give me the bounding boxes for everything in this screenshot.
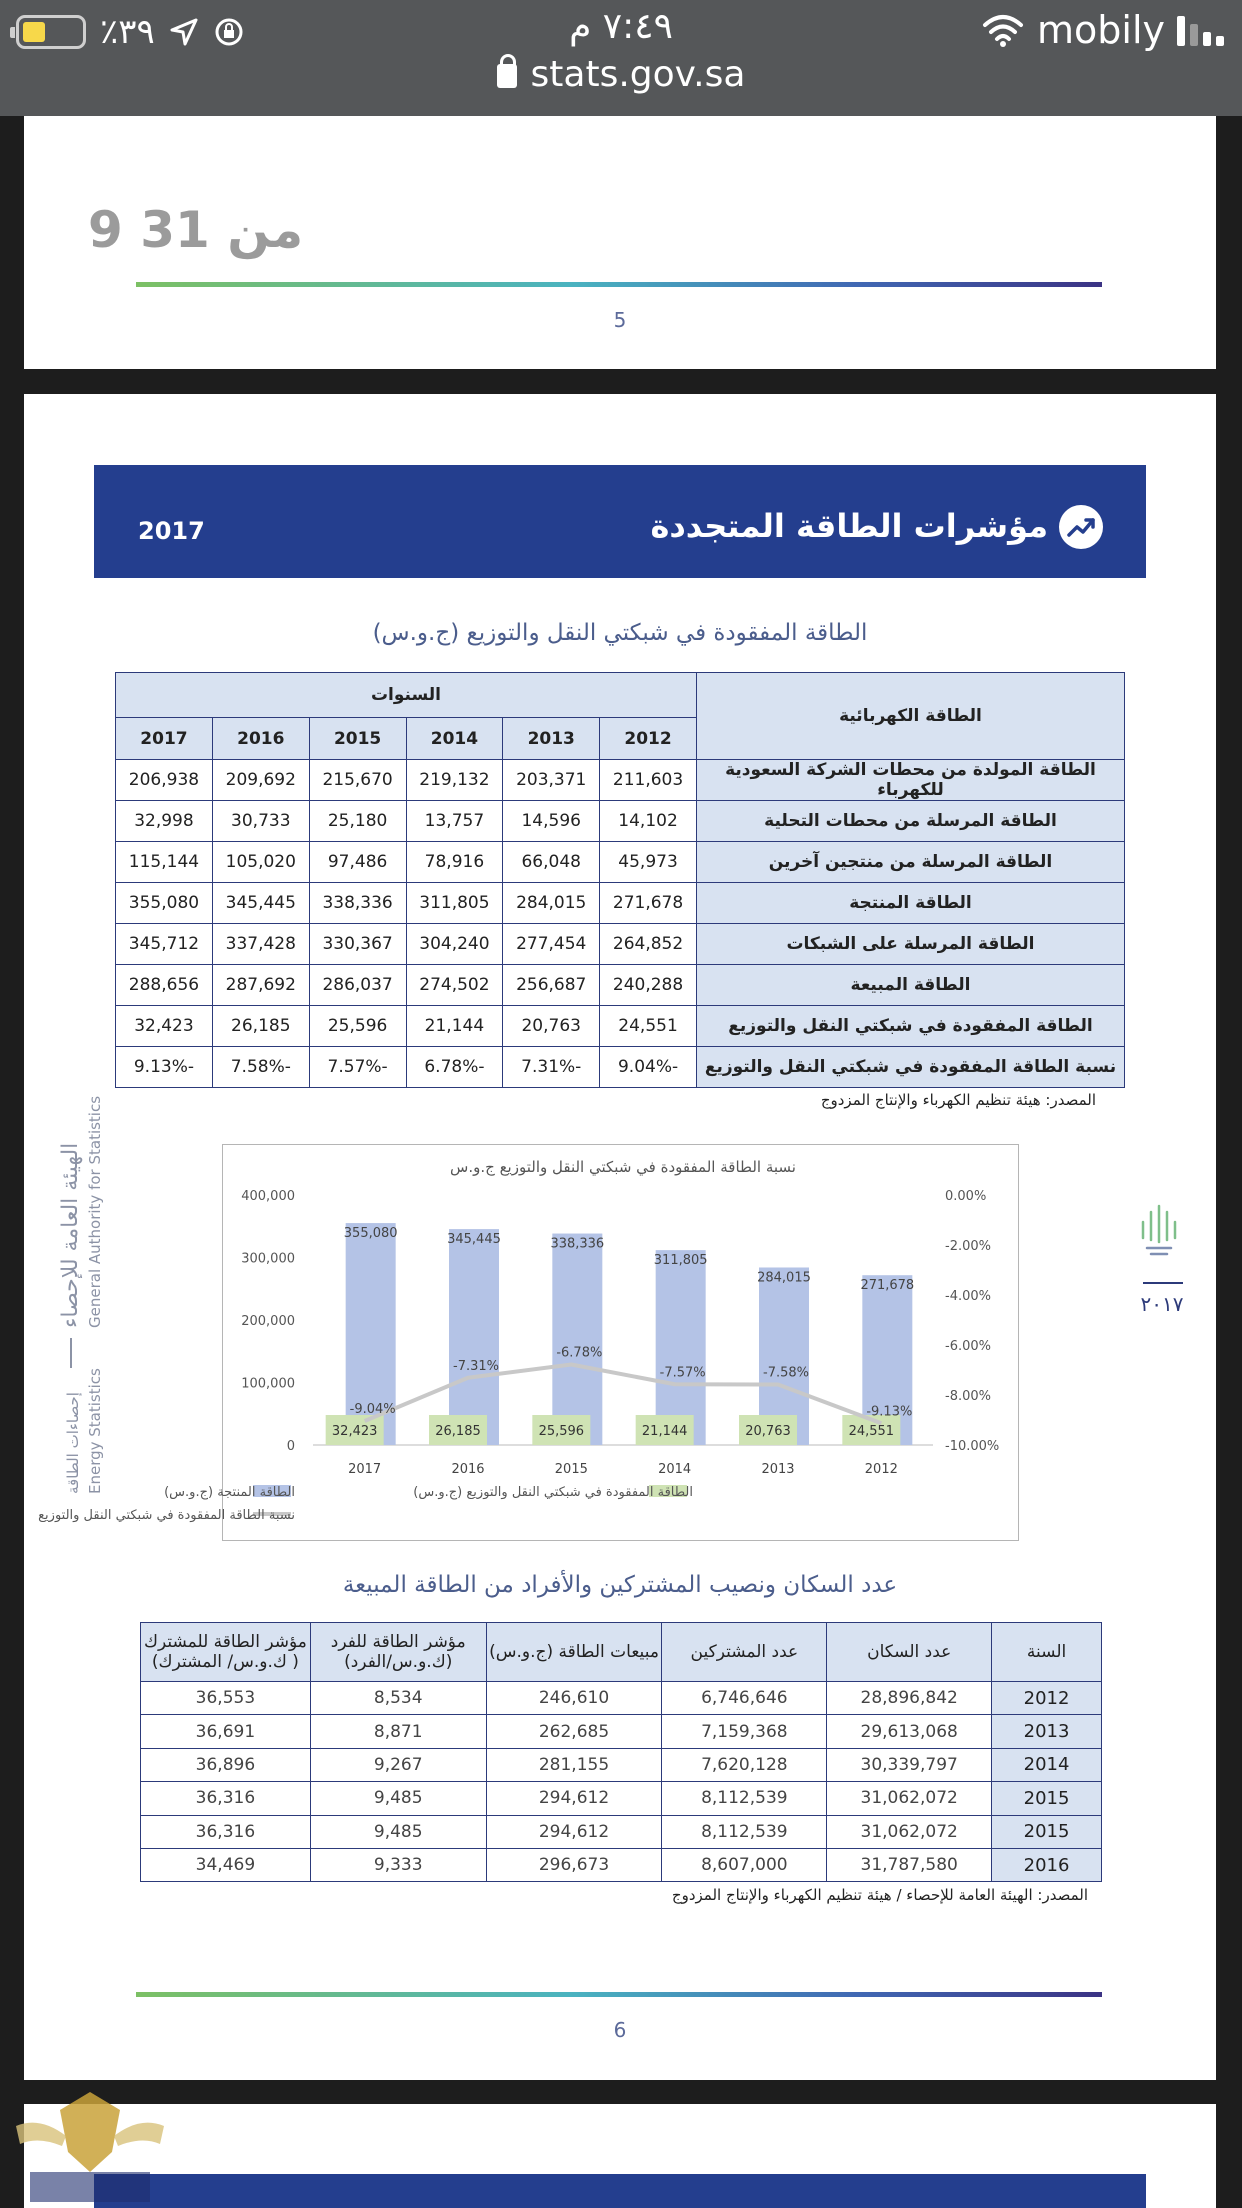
table2-row: [141, 1748, 1102, 1781]
table2-year-cell: 2014: [992, 1748, 1102, 1781]
year-header: 2013: [503, 718, 600, 760]
table2-cell: 36,691: [141, 1715, 311, 1748]
loss-percent-label: -7.31%: [453, 1358, 499, 1374]
table1-cell: 14,102: [600, 801, 697, 842]
produced-energy-label: 345,445: [447, 1232, 501, 1248]
table1-cell: 14,596: [503, 801, 600, 842]
table1-cell: 287,692: [212, 965, 309, 1006]
table2-cell: 9,485: [310, 1782, 486, 1815]
pdf-page-next: [24, 2104, 1216, 2208]
years-header: السنوات: [116, 673, 697, 718]
table2-cell: 6,746,646: [662, 1682, 827, 1715]
y-left-tick-label: 100,000: [241, 1376, 295, 1392]
row-label: الطاقة المولدة من محطات الشركة السعودية للكهرباء: [696, 760, 1124, 801]
table2-cell: 8,112,539: [662, 1782, 827, 1815]
signal-icon: [1177, 14, 1224, 46]
table1-cell: 66,048: [503, 842, 600, 883]
table2-cell: 8,112,539: [662, 1815, 827, 1848]
table1-cell: 338,336: [309, 883, 406, 924]
table2-cell: 36,896: [141, 1748, 311, 1781]
lost-energy-label: 24,551: [848, 1424, 895, 1439]
y-right-tick-label: -2.00%: [945, 1239, 991, 1254]
table2-source: المصدر: الهيئة العامة للإحصاء / هيئة تنظيم الكهرباء والإنتاج المزدوج: [671, 1886, 1088, 1904]
table2-header: عدد السكان: [827, 1623, 992, 1682]
lost-energy-label: 26,185: [435, 1424, 481, 1439]
produced-energy-label: 355,080: [343, 1226, 398, 1242]
address-bar[interactable]: [0, 54, 1242, 95]
pdf-page: [24, 394, 1216, 2080]
forum-watermark-logo: [10, 2086, 170, 2206]
y-left-tick-label: 400,000: [241, 1189, 295, 1204]
table1-cell: 330,367: [309, 924, 406, 965]
table2-cell: 30,339,797: [827, 1748, 992, 1781]
table1-cell: 337,428: [212, 924, 309, 965]
y-left-tick-label: 200,000: [241, 1314, 295, 1329]
loss-percent-label: -9.04%: [349, 1402, 396, 1417]
trend-up-icon: [1059, 505, 1103, 549]
table2-header: مبيعات الطاقة (ج.و.س): [486, 1623, 662, 1682]
table1-row: [116, 801, 1125, 842]
table1-cell: 78,916: [406, 842, 503, 883]
table1-cell: 30,733: [212, 801, 309, 842]
row-label: الطاقة المفقودة في شبكتي النقل والتوزيع: [696, 1006, 1124, 1047]
side-english-section: Energy Statistics: [86, 1368, 104, 1494]
table1-cell: -7.58%: [212, 1047, 309, 1088]
side-english-org: General Authority for Statistics: [86, 1095, 104, 1328]
table2-cell: 34,469: [141, 1848, 311, 1881]
vision-logo-icon: [1137, 1202, 1181, 1266]
table2-cell: 262,685: [486, 1715, 662, 1748]
year-header: 2016: [212, 718, 309, 760]
wifi-icon: [981, 13, 1025, 47]
next-banner: [94, 2174, 1146, 2208]
y-left-tick-label: 0: [286, 1439, 295, 1454]
table2-year-cell: 2013: [992, 1715, 1102, 1748]
y-right-tick-label: -10.00%: [945, 1439, 1000, 1454]
page-counter: 9 من 31: [88, 201, 304, 259]
produced-energy-label: 271,678: [860, 1278, 915, 1294]
table2-header: مؤشر الطاقة للمشترك ( ك.و.س/ المشترك): [141, 1623, 311, 1682]
lost-energy-label: 21,144: [641, 1424, 688, 1439]
table1-cell: 271,678: [600, 883, 697, 924]
table2-row: [141, 1682, 1102, 1715]
table1-cell: 115,144: [116, 842, 213, 883]
y-left-tick-label: 300,000: [241, 1251, 295, 1267]
table1-cell: 209,692: [212, 760, 309, 801]
carrier-name: mobily: [1037, 8, 1165, 52]
url-text: stats.gov.sa: [530, 54, 746, 95]
table2-cell: 246,610: [486, 1682, 662, 1715]
table2-cell: 294,612: [486, 1815, 662, 1848]
table1-row: [116, 760, 1125, 801]
table1-cell: 211,603: [600, 760, 697, 801]
table1-cell: 206,938: [116, 760, 213, 801]
table1-cell: 240,288: [600, 965, 697, 1006]
loss-percent-label: -7.58%: [763, 1365, 809, 1381]
table2-cell: 29,613,068: [827, 1715, 992, 1748]
lost-energy-label: 32,423: [331, 1424, 378, 1439]
legend-label-lost: الطاقة المفقودة في شبكتي النقل والتوزيع (ج.و.س): [413, 1485, 693, 1500]
table2-cell: 9,267: [310, 1748, 486, 1781]
legend-label-percent: نسبة الطاقة المفقودة في شبكتي النقل والتوزيع: [38, 1508, 295, 1523]
table2-cell: 31,062,072: [827, 1782, 992, 1815]
x-tick-label: 2013: [761, 1462, 795, 1477]
gradient-rule: [136, 282, 1102, 287]
table1-cell: 345,445: [212, 883, 309, 924]
y-right-tick-label: 0.00%: [945, 1189, 987, 1204]
side-branding: [58, 1095, 118, 1494]
produced-energy-bar: [550, 1234, 605, 1445]
table1-row: [116, 1006, 1125, 1047]
table1-cell: 32,998: [116, 801, 213, 842]
table1-row: [116, 965, 1125, 1006]
table2-cell: 28,896,842: [827, 1682, 992, 1715]
table1-row: [116, 883, 1125, 924]
row-label: الطاقة المرسلة من منتجين آخرين: [696, 842, 1124, 883]
chart-title: نسبة الطاقة المفقودة في شبكتي النقل والتوزيع ج.و.س: [450, 1158, 796, 1176]
y-right-tick-label: -4.00%: [945, 1289, 991, 1304]
table2-cell: 36,553: [141, 1682, 311, 1715]
table2-year-cell: 2015: [992, 1782, 1102, 1815]
table1-cell: 345,712: [116, 924, 213, 965]
table1-cell: -7.31%: [503, 1047, 600, 1088]
loss-percent-label: -9.13%: [866, 1404, 913, 1420]
table1-title: الطاقة المفقودة في شبكتي النقل والتوزيع (ج.و.س): [372, 620, 868, 646]
y-right-tick-label: -6.00%: [945, 1339, 991, 1354]
row-label: الطاقة المرسلة على الشبكات: [696, 924, 1124, 965]
table1-cell: 26,185: [212, 1006, 309, 1047]
table1-cell: 277,454: [503, 924, 600, 965]
year-header: 2014: [406, 718, 503, 760]
table2-cell: 8,607,000: [662, 1848, 827, 1881]
table1-cell: 256,687: [503, 965, 600, 1006]
table2-cell: 296,673: [486, 1848, 662, 1881]
table1-cell: 24,551: [600, 1006, 697, 1047]
table1-source: المصدر: هيئة تنظيم الكهرباء والإنتاج المزدوج: [820, 1091, 1096, 1109]
table2-cell: 9,333: [310, 1848, 486, 1881]
row-label: الطاقة المنتجة: [696, 883, 1124, 924]
page-number: 5: [613, 308, 627, 332]
side-line: [1143, 1282, 1183, 1284]
table1-cell: 355,080: [116, 883, 213, 924]
table2-body: [141, 1682, 1102, 1882]
table2-row: [141, 1782, 1102, 1815]
table1-cell: 286,037: [309, 965, 406, 1006]
table2-row: [141, 1715, 1102, 1748]
table1-cell: 25,596: [309, 1006, 406, 1047]
x-tick-label: 2012: [864, 1462, 898, 1477]
loss-percent-label: -6.78%: [556, 1345, 603, 1361]
table2-year-cell: 2012: [992, 1682, 1102, 1715]
year-header: 2015: [309, 718, 406, 760]
table1-cell: 97,486: [309, 842, 406, 883]
table2-header-row: [141, 1623, 1102, 1682]
table1-cell: 105,020: [212, 842, 309, 883]
loss-percent-label: -7.57%: [659, 1365, 706, 1381]
energy-loss-table: [115, 672, 1125, 1088]
table2-year-cell: 2015: [992, 1815, 1102, 1848]
table2-cell: 294,612: [486, 1782, 662, 1815]
table2-row: [141, 1848, 1102, 1881]
gradient-rule: [136, 1992, 1102, 1997]
population-table: [140, 1622, 1102, 1882]
table2-cell: 7,620,128: [662, 1748, 827, 1781]
table2-cell: 8,534: [310, 1682, 486, 1715]
row-label: نسبة الطاقة المفقودة في شبكتي النقل والتوزيع: [696, 1047, 1124, 1088]
table1-cell: -6.78%: [406, 1047, 503, 1088]
side-year: ٢٠١٧: [1140, 1292, 1184, 1316]
legend-label-produced: الطاقة المنتجة (ج.و.س): [164, 1485, 295, 1500]
table1-cell: 219,132: [406, 760, 503, 801]
produced-energy-bar: [449, 1229, 499, 1445]
year-header: 2017: [116, 718, 213, 760]
table2-row: [141, 1815, 1102, 1848]
side-arabic-org: الهيئة العامة للإحصاء: [58, 1142, 83, 1328]
produced-energy-label: 284,015: [757, 1270, 811, 1286]
y-right-tick-label: -8.00%: [945, 1389, 991, 1404]
table1-cell: -7.57%: [309, 1047, 406, 1088]
banner-title: مؤشرات الطاقة المتجددة: [650, 507, 1048, 545]
x-tick-label: 2014: [658, 1462, 692, 1477]
table2-cell: 36,316: [141, 1782, 311, 1815]
table1-cell: 32,423: [116, 1006, 213, 1047]
section-banner: [94, 465, 1146, 578]
table1-cell: 25,180: [309, 801, 406, 842]
battery-percent: ٪٣٩: [100, 12, 155, 52]
table1-cell: 21,144: [406, 1006, 503, 1047]
side-arabic-section: إحصاءات الطاقة: [64, 1392, 82, 1494]
banner-year: 2017: [138, 517, 205, 545]
table1-cell: 13,757: [406, 801, 503, 842]
row-label: الطاقة المبيعة: [696, 965, 1124, 1006]
table2-cell: 31,787,580: [827, 1848, 992, 1881]
table2-cell: 9,485: [310, 1815, 486, 1848]
table1-row: [116, 924, 1125, 965]
produced-energy-label: 311,805: [653, 1253, 708, 1269]
row-header: الطاقة الكهربائية: [696, 673, 1124, 760]
status-bar: [0, 0, 1242, 116]
table2-title: عدد السكان ونصيب المشتركين والأفراد من الطاقة المبيعة: [342, 1572, 898, 1598]
table2-year-cell: 2016: [992, 1848, 1102, 1881]
table1-cell: 45,973: [600, 842, 697, 883]
table1-cell: -9.04%: [600, 1047, 697, 1088]
clock: ٧:٤٩ م: [569, 6, 673, 47]
table1-cell: 215,670: [309, 760, 406, 801]
page-number: 6: [613, 2018, 627, 2042]
table1-cell: 20,763: [503, 1006, 600, 1047]
table1-cell: 311,805: [406, 883, 503, 924]
table1-cell: 274,502: [406, 965, 503, 1006]
year-header: 2012: [600, 718, 697, 760]
table2-cell: 8,871: [310, 1715, 486, 1748]
table1-cell: 304,240: [406, 924, 503, 965]
table2-cell: 281,155: [486, 1748, 662, 1781]
table2-cell: 7,159,368: [662, 1715, 827, 1748]
lost-energy-label: 25,596: [538, 1424, 585, 1439]
table1-cell: 264,852: [600, 924, 697, 965]
table2-cell: 31,062,072: [827, 1815, 992, 1848]
lock-icon: [497, 64, 517, 88]
table2-header: عدد المشتركين: [662, 1623, 827, 1682]
lost-energy-label: 20,763: [745, 1424, 791, 1439]
table1-body: [116, 760, 1125, 1088]
pdf-page-previous: [24, 116, 1216, 369]
x-tick-label: 2015: [554, 1462, 588, 1477]
x-tick-label: 2016: [451, 1462, 485, 1477]
table2-header: السنة: [992, 1623, 1102, 1682]
status-right: [981, 8, 1224, 52]
table2-header: مؤشر الطاقة للفرد (ك.و.س/الفرد): [310, 1623, 486, 1682]
table1-cell: 288,656: [116, 965, 213, 1006]
row-label: الطاقة المرسلة من محطات التحلية: [696, 801, 1124, 842]
side-divider: [70, 1338, 72, 1368]
produced-energy-label: 338,336: [550, 1236, 605, 1252]
x-tick-label: 2017: [348, 1462, 382, 1477]
table1-cell: 284,015: [503, 883, 600, 924]
table1-cell: 203,371: [503, 760, 600, 801]
table1-row: [116, 1047, 1125, 1088]
table1-row: [116, 842, 1125, 883]
table1-cell: -9.13%: [116, 1047, 213, 1088]
table2-cell: 36,316: [141, 1815, 311, 1848]
